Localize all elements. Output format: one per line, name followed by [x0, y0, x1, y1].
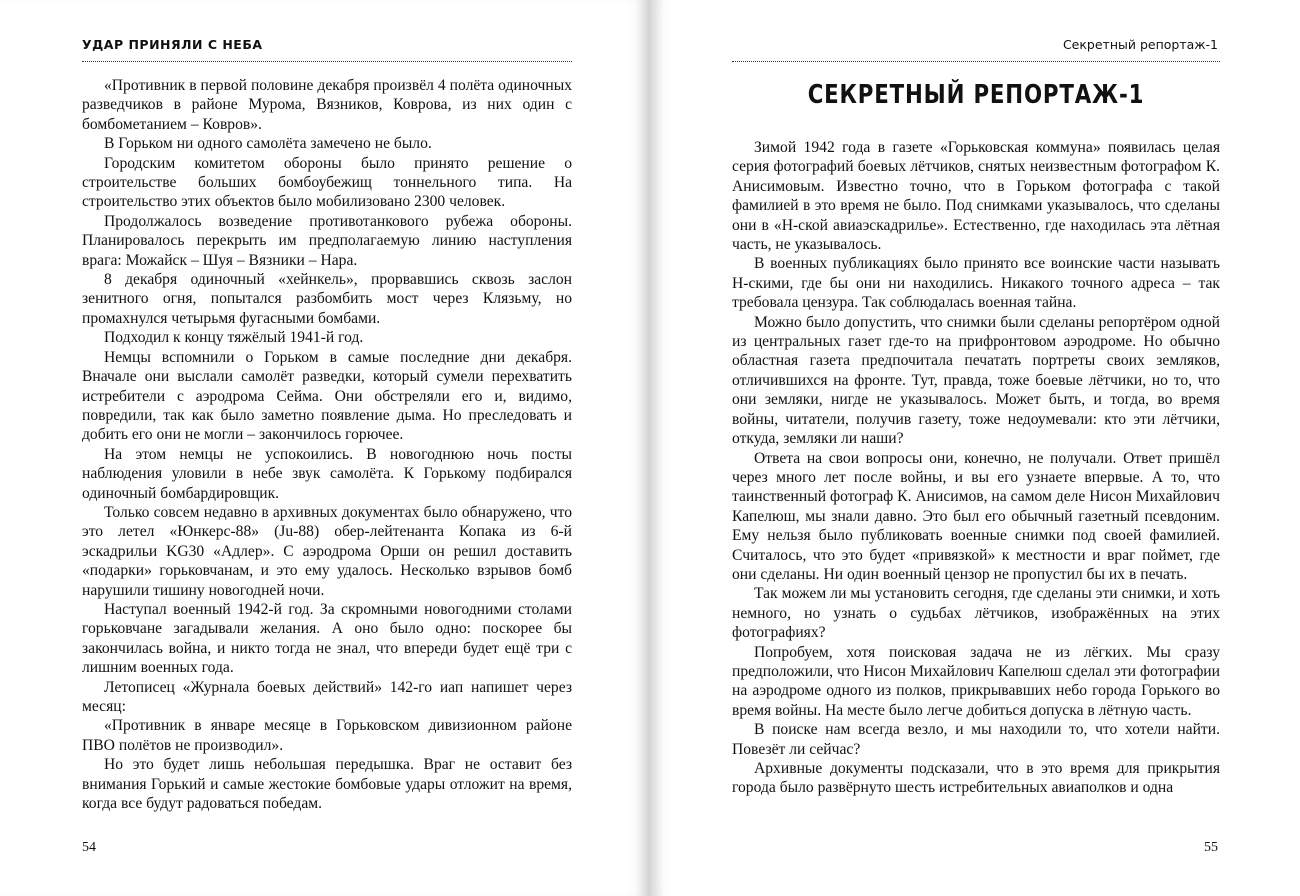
- paragraph: «Противник в январе месяце в Горьковском дивизионном районе ПВО полётов не производил».: [82, 717, 572, 754]
- paragraph: В Горьком ни одного самолёта замечено не было.: [104, 135, 432, 153]
- paragraph: Только совсем недавно в архивных документах было обнаружено, что это летел «Юнкерс-88» (Ju-88) обер-лейтенанта Копака из 6-й эскадрильи KG30 «Адлер». С аэродрома Орши он решил доставить «подарки» горьковчанам, и это ему удалось. Несколько взрывов бомб нарушили тишину новогодней ночи.: [82, 503, 572, 599]
- page-number: 54: [82, 840, 96, 855]
- paragraph: Летописец «Журнала боевых действий» 142-го иап напишет через месяц:: [82, 678, 572, 715]
- paragraph: Продолжалось возведение противотанкового рубежа обороны. Планировалось перекрыть им предполагаемую линию наступления врага: Можайск – Шуя – Вязники – Нара.: [82, 212, 572, 269]
- running-head: Секретный репортаж-1: [1062, 37, 1218, 52]
- paragraph: На этом немцы не успокоились. В новогоднюю ночь посты наблюдения уловили в небе звук самолёта. К Горькому подбирался одиночный бомбардировщик.: [82, 445, 572, 502]
- body-text: [82, 76, 572, 813]
- paragraph: В поиске нам всегда везло, и мы находили то, что хотели найти. Повезёт ли сейчас?: [732, 721, 1220, 758]
- paragraph: Подходил к концу тяжёлый 1941-й год.: [104, 329, 364, 347]
- paragraph: Так можем ли мы установить сегодня, где сделаны эти снимки, и хоть немного, но узнать о судьбах лётчиков, изображённых на этих фотографиях?: [732, 585, 1220, 642]
- paragraph: В военных публикациях было принято все воинские части называть Н-скими, где бы они ни находились. Никакого точного адреса – так требовала цензура. Так соблюдалась военная тайна.: [732, 255, 1220, 312]
- paragraph: Архивные документы подсказали, что в это время для прикрытия города было развёрнуто шесть истребительных авиаполков и одна: [732, 760, 1220, 797]
- book-gutter: [636, 0, 664, 896]
- paragraph: Зимой 1942 года в газете «Горьковская коммуна» появилась целая серия фотографий боевых лётчиков, снятых неизвестным фотографом К. Анисимовым. Известно точно, что в Горьком фотографа с такой фамилией в это время не было. Под снимками указывалось, что сделаны они в «Н-ской авиаэскадрилье». Естественно, где находилась эта лётная часть, не указывалось.: [732, 139, 1220, 254]
- paragraph: Наступал военный 1942-й год. За скромными новогодними столами горьковчане загадывали желания. А оно было одно: поскорее бы закончилась война, и никто тогда не знал, что впереди будет ещё три с лишним военных года.: [82, 600, 572, 677]
- paragraph: «Противник в первой половине декабря произвёл 4 полёта одиночных разведчиков в районе Мурома, Вязников, Коврова, из них один с бомбометанием – Ковров».: [82, 77, 572, 133]
- paragraph: 8 декабря одиночный «хейнкель», прорвавшись сквозь заслон зенитного огня, попытался разбомбить мост через Клязьму, но промахнулся четырьмя фугасными бомбами.: [82, 271, 572, 327]
- paragraph: Но это будет лишь небольшая передышка. Враг не оставит без внимания Горький и самые жестокие бомбовые удары отложит на время, когда все будут радоваться победам.: [82, 756, 572, 813]
- header-divider: [732, 61, 1220, 62]
- paragraph: Попробуем, хотя поисковая задача не из лёгких. Мы сразу предположили, что Нисон Михайлович Капелюш сделал эти фотографии на аэродроме одного из полков, прикрывавших небо города Горького во время войны. На месте было легче добиться допуска в лётную часть.: [732, 643, 1220, 719]
- right-page: [650, 0, 1300, 896]
- paragraph: Ответа на свои вопросы они, конечно, не получали. Ответ пришёл через много лет после войны, и вы его узнаете впервые. А то, что таинственный фотограф К. Анисимов, на самом деле Нисон Михайлович Капелюш, мы знали давно. Это был его обычный газетный псевдоним. Ему нельзя было публиковать военные снимки под своей фамилией. Считалось, что это будет «привязкой» к местности и враг поймет, где они сделаны. Ни один военный цензор не пропустил бы их в печать.: [732, 449, 1220, 583]
- header-divider: [82, 61, 572, 62]
- chapter-title: СЕКРЕТНЫЙ РЕПОРТАЖ-1: [807, 80, 1145, 110]
- paragraph: Немцы вспомнили о Горьком в самые последние дни декабря. Вначале они выслали самолёт разведки, который сумели перехватить истребители с аэродрома Сейма. Они обстреляли его и, видимо, повредили, так как было заметно появление дыма. Но преследовать и добить его они не могли – закончилось горючее.: [82, 348, 572, 444]
- paragraph: Можно было допустить, что снимки были сделаны репортёром одной из центральных газет где-то на прифронтовом аэродроме. Но обычно областная газета предпочитала печатать портреты своих земляков, отличившихся на фронте. Тут, правда, тоже боевые лётчики, но то, что они земляки, нигде не указывалось. Может быть, и тогда, во время войны, читатели, получив газету, тоже недоумевали: кто эти лётчики, откуда, земляки ли наши?: [732, 313, 1220, 448]
- page-number: 55: [1204, 840, 1218, 855]
- body-text: [732, 138, 1220, 798]
- paragraph: Городским комитетом обороны было принято решение о строительстве больших бомбоубежищ тоннельного типа. На строительство этих объектов было мобилизовано 2300 человек.: [82, 154, 572, 211]
- running-head: УДАР ПРИНЯЛИ С НЕБА: [82, 37, 263, 52]
